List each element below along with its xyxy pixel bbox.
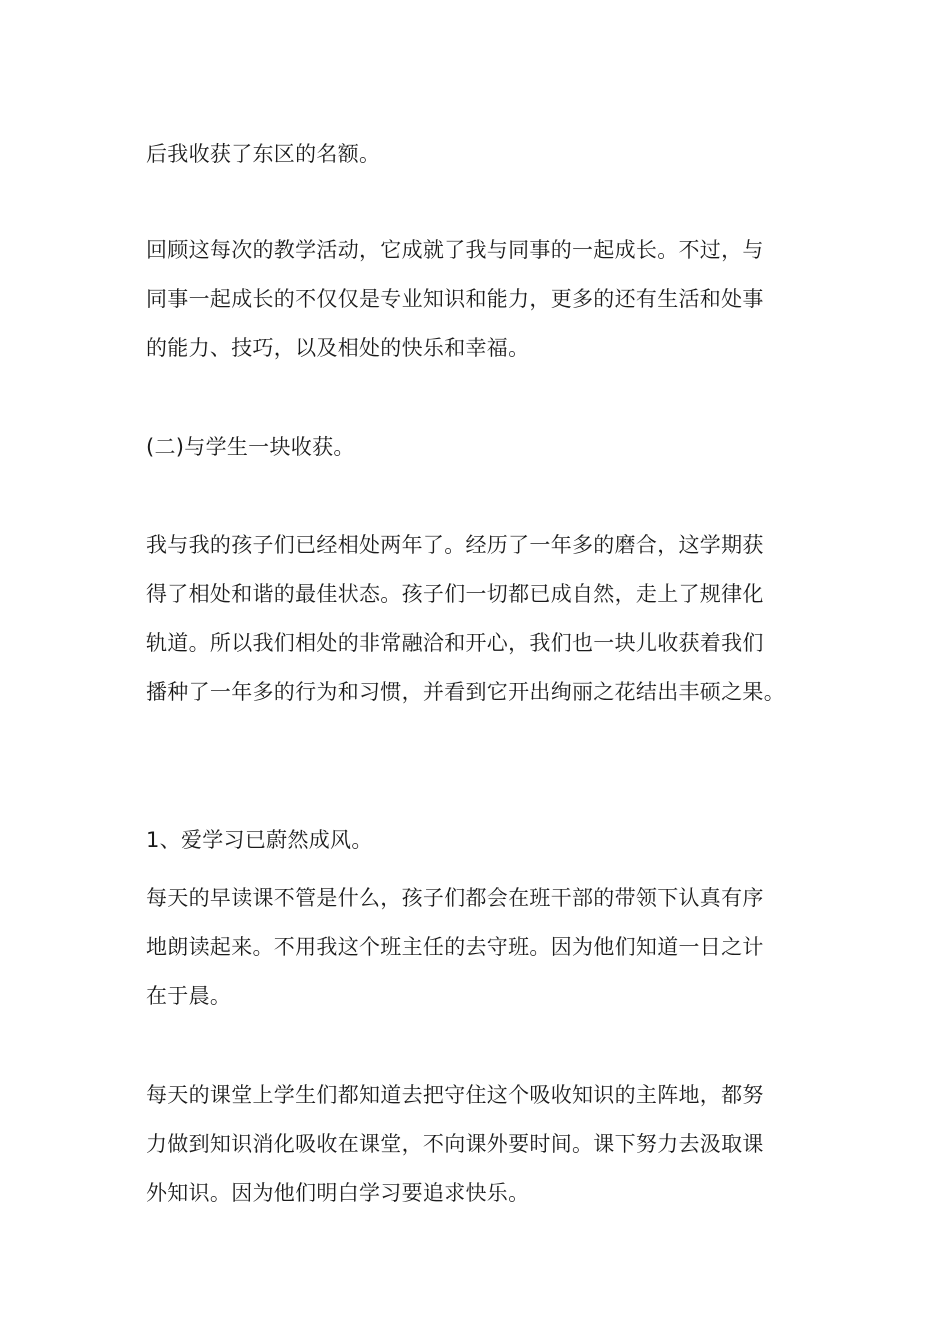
paragraph: 我与我的孩子们已经相处两年了。经历了一年多的磨合，这学期获 得了相处和谐的最佳状态。孩子们一切都已成自然，走上了规律化 轨道。所以我们相处的非常融洽和开心，我们也一块儿收获着我们 播种了一年多的行为和习惯，并看到它开出绚丽之花结出丰硕之果。 [146, 533, 785, 704]
section-heading: (二)与学生一块收获。 [146, 435, 355, 459]
subsection-heading: 1、爱学习已蔚然成风。 [146, 828, 373, 852]
paragraph: 每天的课堂上学生们都知道去把守住这个吸收知识的主阵地，都努 力做到知识消化吸收在课堂，不向课外要时间。课下努力去汲取课 外知识。因为他们明白学习要追求快乐。 [146, 1083, 764, 1205]
paragraph: 每天的早读课不管是什么，孩子们都会在班干部的带领下认真有序 地朗读起来。不用我这个班主任的去守班。因为他们知道一日之计 在于晨。 [146, 886, 764, 1008]
paragraph: 回顾这每次的教学活动，它成就了我与同事的一起成长。不过，与 同事一起成长的不仅仅是专业知识和能力，更多的还有生活和处事 的能力、技巧，以及相处的快乐和幸福。 [146, 238, 764, 360]
paragraph: 后我收获了东区的名额。 [146, 142, 381, 166]
